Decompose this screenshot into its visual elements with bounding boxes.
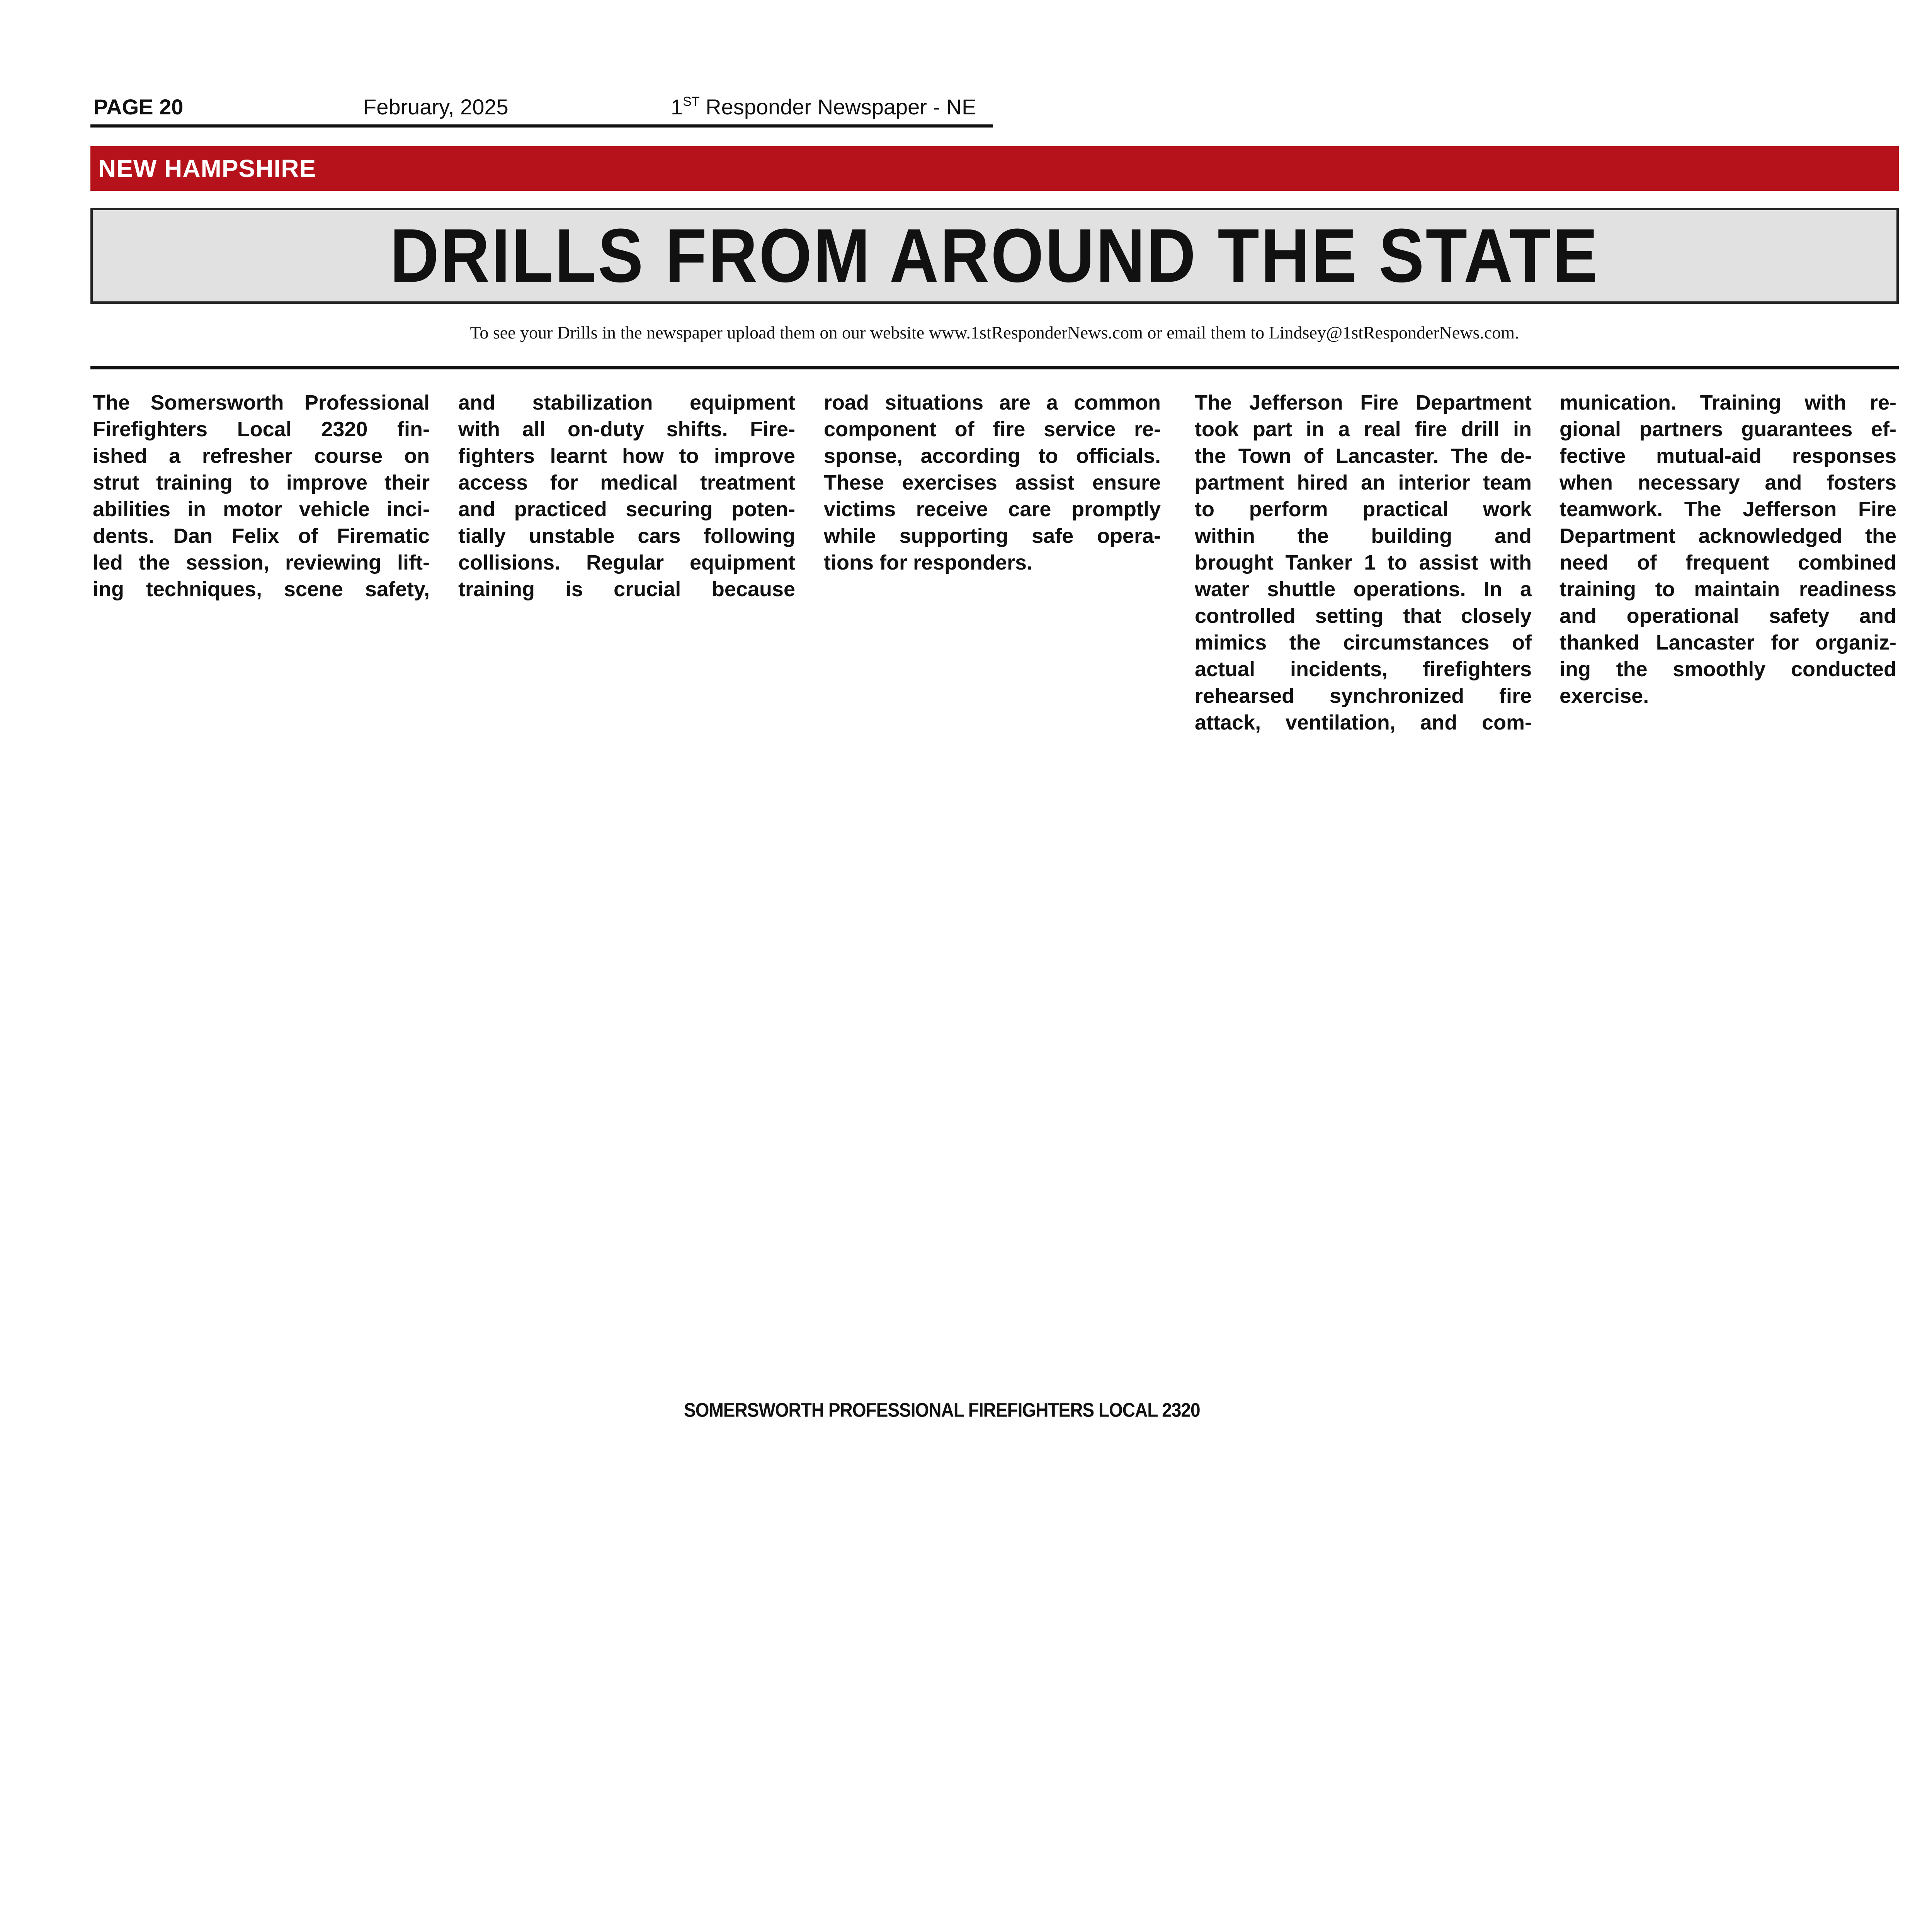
article-line: component of fire service re- (824, 418, 1161, 441)
section-banner (90, 146, 1899, 191)
article-line: These exercises assist ensure (824, 471, 1161, 494)
article-line: mimics the circumstances of (1195, 631, 1532, 654)
article-line: fective mutual-aid responses (1560, 444, 1896, 468)
article-line: thanked Lancaster for organiz- (1560, 631, 1896, 654)
article-line: need of frequent combined (1560, 551, 1896, 574)
article-line: within the building and (1195, 524, 1532, 548)
article-line: led the session, reviewing lift- (93, 551, 430, 574)
article-line: when necessary and fosters (1560, 471, 1896, 494)
article-somersworth-col-3 (824, 389, 1161, 576)
page-title: DRILLS FROM AROUND THE STATE (390, 213, 1599, 298)
article-line: water shuttle operations. In a (1195, 578, 1532, 601)
publication-superscript: ST (683, 94, 700, 109)
article-line: training is crucial because (458, 578, 795, 601)
article-line: ing techniques, scene safety, (93, 578, 430, 601)
article-line: while supporting safe opera- (824, 524, 1161, 548)
article-line: training to maintain readiness (1560, 578, 1896, 601)
article-line: partment hired an interior team (1195, 471, 1532, 494)
headline-box (90, 208, 1899, 304)
article-line: ished a refresher course on (93, 444, 430, 468)
article-line: road situations are a common (824, 391, 1161, 414)
article-line: controlled setting that closely (1195, 604, 1532, 628)
article-line: tions for responders. (824, 551, 1033, 574)
article-line: tially unstable cars following (458, 524, 795, 548)
article-line: exercise. (1560, 684, 1649, 707)
article-line: ing the smoothly conducted (1560, 658, 1896, 681)
publication-name (671, 90, 976, 124)
article-line: collisions. Regular equipment (458, 551, 795, 574)
article-line: brought Tanker 1 to assist with (1195, 551, 1532, 574)
photo-caption-somersworth: SOMERSWORTH PROFESSIONAL FIREFIGHTERS LOCAL 2320 (684, 1399, 1200, 1421)
article-line: attack, ventilation, and com- (1195, 711, 1532, 734)
article-line: and practiced securing poten- (458, 498, 795, 521)
article-line: to perform practical work (1195, 498, 1532, 521)
section-label: NEW HAMPSHIRE (98, 155, 316, 182)
submission-instructions: To see your Drills in the newspaper upload them on our website www.1stResponderNews.com or email them to Lindsey@1stResponderNews.com. (470, 323, 1519, 342)
article-line: victims receive care promptly (824, 498, 1161, 521)
divider-rule (90, 366, 1899, 369)
article-line: dents. Dan Felix of Firematic (93, 524, 430, 548)
article-line: The Somersworth Professional (93, 391, 430, 414)
article-line: and stabilization equipment (458, 391, 795, 414)
article-line: access for medical treatment (458, 471, 795, 494)
article-line: with all on-duty shifts. Fire- (458, 418, 795, 441)
article-line: teamwork. The Jefferson Fire (1560, 498, 1896, 521)
article-line: took part in a real fire drill in (1195, 418, 1532, 441)
article-line: gional partners guarantees ef- (1560, 418, 1896, 441)
article-line: Firefighters Local 2320 fin- (93, 418, 430, 441)
article-line: fighters learnt how to improve (458, 444, 795, 468)
article-line: munication. Training with re- (1560, 391, 1896, 414)
page-header (90, 90, 993, 128)
article-line: strut training to improve their (93, 471, 430, 494)
issue-date: February, 2025 (363, 95, 509, 119)
article-line: rehearsed synchronized fire (1195, 684, 1532, 707)
article-line: actual incidents, firefighters (1195, 658, 1532, 681)
article-line: sponse, according to officials. (824, 444, 1161, 468)
publication-suffix: Responder Newspaper - NE (699, 95, 976, 119)
publication-prefix: 1 (671, 95, 683, 119)
article-line: and operational safety and (1560, 604, 1896, 628)
article-somersworth-col-2 (458, 389, 795, 603)
article-jefferson-col-2 (1560, 389, 1896, 709)
page-number: PAGE 20 (94, 95, 184, 119)
article-line: the Town of Lancaster. The de- (1195, 444, 1532, 468)
article-jefferson-col-1 (1195, 389, 1532, 736)
article-line: Department acknowledged the (1560, 524, 1896, 548)
article-line: The Jefferson Fire Department (1195, 391, 1532, 414)
article-somersworth-col-1 (93, 389, 430, 603)
article-line: abilities in motor vehicle inci- (93, 498, 430, 521)
